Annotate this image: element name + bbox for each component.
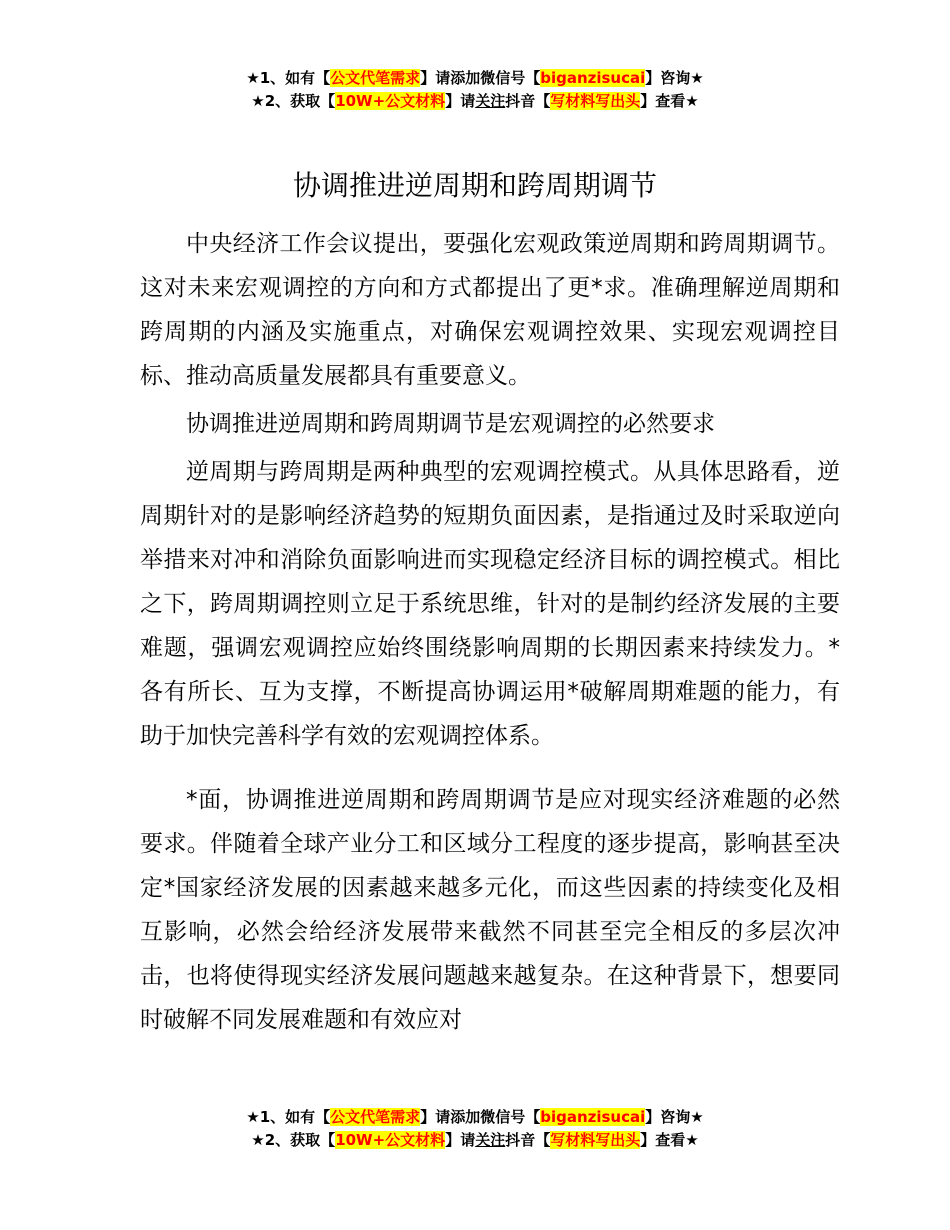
banner-text: 抖音【 — [505, 92, 551, 110]
banner-line-2 — [0, 1129, 950, 1152]
banner-highlight-wechat-id: biganzisucai — [540, 69, 646, 87]
banner-highlight-materials: 10W+公文材料 — [335, 92, 446, 110]
section-heading: 协调推进逆周期和跨周期调节是宏观调控的必然要求 — [186, 411, 715, 437]
banner-text: ★1、如有【 — [246, 69, 331, 87]
banner-highlight-wechat-id: biganzisucai — [540, 1108, 646, 1126]
banner-underlined-follow: 关注 — [475, 1131, 506, 1149]
banner-text: 】请 — [445, 92, 476, 110]
banner-text: ★2、获取【 — [251, 92, 336, 110]
body-paragraph: 逆周期与跨周期是两种典型的宏观调控模式。从具体思路看，逆周期针对的是影响经济趋势的短期负面因素，是指通过及时采取逆向举措来对冲和消除负面影响进而实现稳定经济目标的调控模式。相比之下，跨周期调控则立足于系统思维，针对的是制约经济发展的主要难题，强调宏观调控应始终围绕影响周期的长期因素来持续发力。*各有所长、互为支撑，不断提高协调运用*破解周期难题的能力，有助于加快完善科学有效的宏观调控体系。 — [140, 459, 840, 749]
banner-highlight-materials: 10W+公文材料 — [335, 1131, 446, 1149]
document-body — [140, 222, 840, 1042]
banner-text: 】请 — [445, 1131, 476, 1149]
banner-text: 】咨询★ — [645, 1108, 704, 1126]
banner-text: 抖音【 — [505, 1131, 551, 1149]
banner-text: 】请添加微信号【 — [420, 69, 541, 87]
banner-text: ★2、获取【 — [251, 1131, 336, 1149]
banner-highlight-service: 公文代笔需求 — [330, 1108, 421, 1126]
banner-text: 】查看★ — [640, 92, 699, 110]
banner-text: ★1、如有【 — [246, 1108, 331, 1126]
body-paragraph: 中央经济工作会议提出，要强化宏观政策逆周期和跨周期调节。这对未来宏观调控的方向和方式都提出了更*求。准确理解逆周期和跨周期的内涵及实施重点，对确保宏观调控效果、实现宏观调控目标、推动高质量发展都具有重要意义。 — [140, 231, 840, 389]
body-paragraph: *面，协调推进逆周期和跨周期调节是应对现实经济难题的必然要求。伴随着全球产业分工和区域分工程度的逐步提高，影响甚至决定*国家经济发展的因素越来越多元化，而这些因素的持续变化及相互影响，必然会给经济发展带来截然不同甚至完全相反的多层次冲击，也将使得现实经济发展问题越来越复杂。在这种背景下，想要同时破解不同发展难题和有效应对 — [140, 787, 840, 1033]
banner-text: 】咨询★ — [645, 69, 704, 87]
banner-text: 】查看★ — [640, 1131, 699, 1149]
banner-highlight-douyin: 写材料写出头 — [550, 1131, 641, 1149]
footer-banner — [0, 1106, 950, 1152]
banner-highlight-douyin: 写材料写出头 — [550, 92, 641, 110]
document-title: 协调推进逆周期和跨周期调节 — [292, 169, 657, 202]
banner-text: 】请添加微信号【 — [420, 1108, 541, 1126]
banner-line-2 — [0, 90, 950, 113]
header-banner — [0, 67, 950, 113]
banner-underlined-follow: 关注 — [475, 92, 506, 110]
banner-line-1 — [0, 1106, 950, 1129]
banner-line-1 — [0, 67, 950, 90]
banner-highlight-service: 公文代笔需求 — [330, 69, 421, 87]
